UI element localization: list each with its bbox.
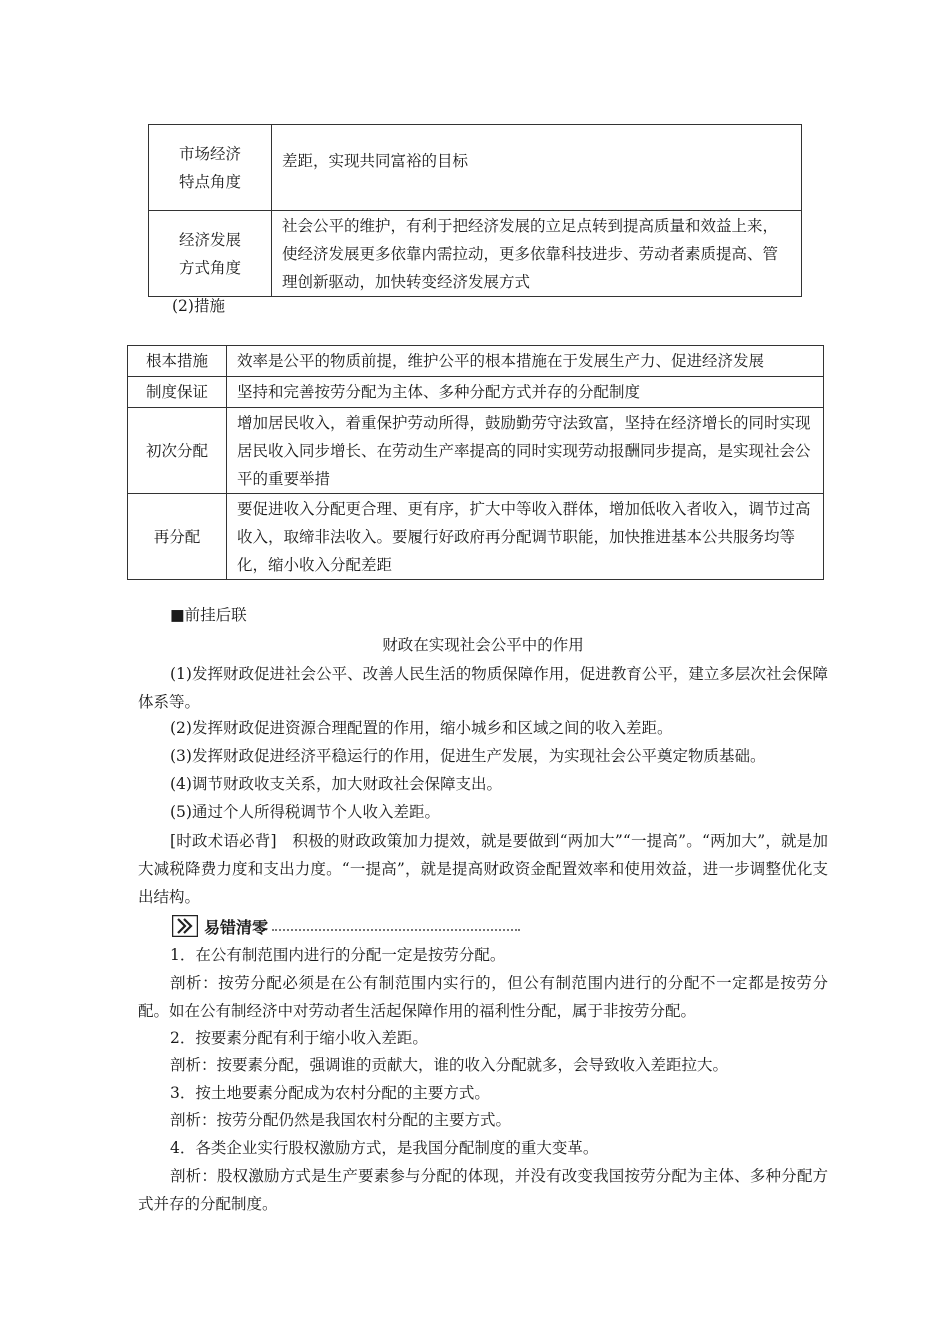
error-statement: 1．在公有制范围内进行的分配一定是按劳分配。	[170, 946, 506, 964]
row-content: 坚持和完善按劳分配为主体、多种分配方式并存的分配制度	[227, 377, 824, 408]
link-point: (4)调节财政收支关系，加大财政社会保障支出。	[170, 775, 502, 793]
table-row	[149, 211, 802, 297]
table-row	[128, 494, 824, 580]
row-label: 再分配	[128, 494, 227, 580]
measures-table	[127, 345, 824, 580]
error-analysis: 剖析：股权激励方式是生产要素参与分配的体现，并没有改变我国按劳分配为主体、多种分配方式并存的分配制度。	[138, 1167, 828, 1213]
link-point: (2)发挥财政促进资源合理配置的作用，缩小城乡和区域之间的收入差距。	[170, 719, 673, 737]
measures-label: (2)措施	[172, 297, 225, 315]
table-row	[128, 346, 824, 377]
row-content: 效率是公平的物质前提，维护公平的根本措施在于发展生产力、促进经济发展	[227, 346, 824, 377]
term-note: [时政术语必背] 积极的财政政策加力提效，就是要做到“两加大”“一提高”。“两加大”，就是加大减税降费力度和支出力度。“一提高”，就是提高财政资金配置效率和使用效益，进一步调整优化支出结构。	[138, 832, 828, 906]
section-subtitle: 财政在实现社会公平中的作用	[382, 636, 584, 654]
error-statement: 3．按土地要素分配成为农村分配的主要方式。	[170, 1084, 490, 1102]
row-content: 差距，实现共同富裕的目标	[272, 125, 802, 211]
error-statement: 2．按要素分配有利于缩小收入差距。	[170, 1029, 428, 1047]
error-section-title: 易错清零	[204, 917, 269, 937]
table-row	[128, 408, 824, 494]
row-content: 增加居民收入，着重保护劳动所得，鼓励勤劳守法致富，坚持在经济增长的同时实现居民收入同步增长、在劳动生产率提高的同时实现劳动报酬同步提高，是实现社会公平的重要举措	[227, 408, 824, 494]
error-analysis: 剖析：按劳分配必须是在公有制范围内实行的，但公有制范围内进行的分配不一定都是按劳分配。如在公有制经济中对劳动者生活起保障作用的福利性分配，属于非按劳分配。	[138, 974, 828, 1020]
error-analysis: 剖析：按劳分配仍然是我国农村分配的主要方式。	[170, 1111, 512, 1129]
link-point: (3)发挥财政促进经济平稳运行的作用，促进生产发展，为实现社会公平奠定物质基础。	[170, 747, 766, 765]
row-content: 要促进收入分配更合理、更有序，扩大中等收入群体，增加低收入者收入，调节过高收入，取缔非法收入。要履行好政府再分配调节职能，加快推进基本公共服务均等化，缩小收入分配差距	[227, 494, 824, 580]
table-row	[128, 377, 824, 408]
error-analysis: 剖析：按要素分配，强调谁的贡献大，谁的收入分配就多，会导致收入差距拉大。	[170, 1056, 729, 1074]
row-label: 经济发展 方式角度	[149, 211, 272, 297]
section-title: ■前挂后联	[170, 606, 247, 624]
link-point: (5)通过个人所得税调节个人收入差距。	[170, 803, 440, 821]
row-content: 社会公平的维护，有利于把经济发展的立足点转到提高质量和效益上来，使经济发展更多依靠内需拉动，更多依靠科技进步、劳动者素质提高、管理创新驱动，加快转变经济发展方式	[272, 211, 802, 297]
row-label: 初次分配	[128, 408, 227, 494]
error-statement: 4．各类企业实行股权激励方式，是我国分配制度的重大变革。	[170, 1139, 599, 1157]
row-label: 根本措施	[128, 346, 227, 377]
table-row	[149, 125, 802, 211]
double-chevron-icon	[172, 915, 198, 937]
banner-divider	[272, 929, 520, 931]
policy-angle-table	[148, 124, 802, 297]
error-section-banner	[172, 914, 268, 938]
row-label: 市场经济 特点角度	[149, 125, 272, 211]
row-label: 制度保证	[128, 377, 227, 408]
link-point: (1)发挥财政促进社会公平、改善人民生活的物质保障作用，促进教育公平，建立多层次社会保障体系等。	[138, 665, 828, 711]
